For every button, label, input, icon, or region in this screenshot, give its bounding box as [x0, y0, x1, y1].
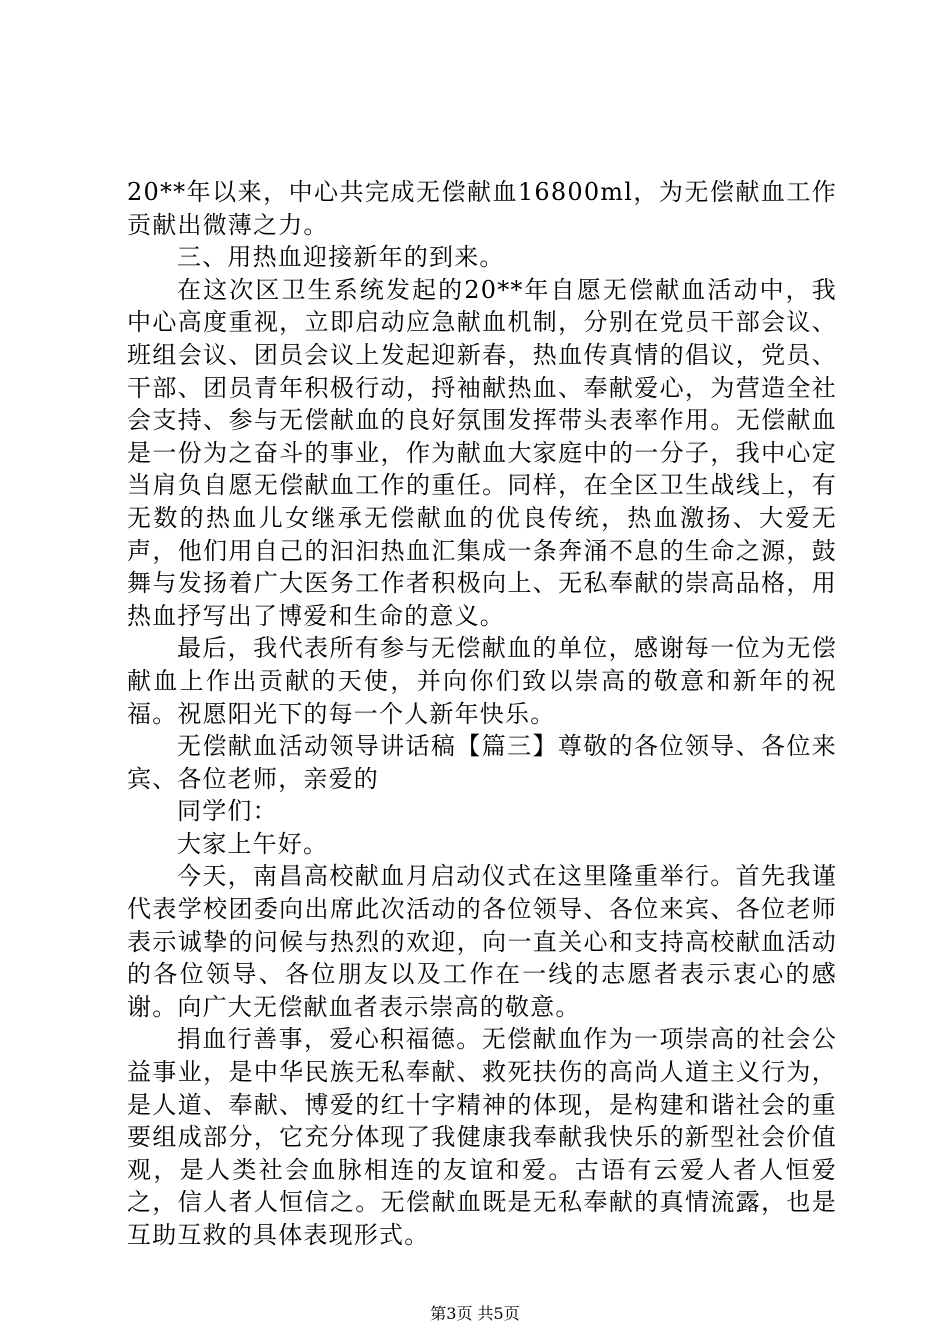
paragraph: 20**年以来，中心共完成无偿献血16800ml，为无偿献血工作贡献出微薄之力。	[127, 178, 837, 239]
paragraph: 最后，我代表所有参与无偿献血的单位，感谢每一位为无偿献血上作出贡献的天使，并向你们致以崇高的敬意和新年的祝福。祝愿阳光下的每一个人新年快乐。	[127, 634, 837, 728]
paragraph: 在这次区卫生系统发起的20**年自愿无偿献血活动中，我中心高度重视，立即启动应急献血机制，分别在党员干部会议、班组会议、团员会议上发起迎新春，热血传真情的倡议，党员、干部、团员青年积极行动，捋袖献热血、奉献爱心，为营造全社会支持、参与无偿献血的良好氛围发挥带头表率作用。无偿献血是一份为之奋斗的事业，作为献血大家庭中的一分子，我中心定当肩负自愿无偿献血工作的重任。同样，在全区卫生战线上，有无数的热血儿女继承无偿献血的优良传统，热血激扬、大爱无声，他们用自己的汩汩热血汇集成一条奔涌不息的生命之源，鼓舞与发扬着广大医务工作者积极向上、无私奉献的崇高品格，用热血抒写出了博爱和生命的意义。	[127, 275, 837, 630]
speech-title: 无偿献血活动领导讲话稿【篇三】尊敬的各位领导、各位来宾、各位老师，亲爱的	[127, 732, 837, 793]
salutation: 同学们：	[177, 797, 278, 826]
section-heading: 三、用热血迎接新年的到来。	[177, 243, 505, 272]
greeting: 大家上午好。	[177, 829, 329, 858]
paragraph: 今天，南昌高校献血月启动仪式在这里隆重举行。首先我谨代表学校团委向出席此次活动的各位领导、各位来宾、各位老师表示诚挚的问候与热烈的欢迎，向一直关心和支持高校献血活动的各位领导、各位朋友以及工作在一线的志愿者表示衷心的感谢。向广大无偿献血者表示崇高的敬意。	[127, 862, 837, 1021]
document-body	[127, 176, 837, 1252]
page-number: 第3页 共5页	[430, 1304, 520, 1323]
paragraph: 捐血行善事，爱心积福德。无偿献血作为一项崇高的社会公益事业，是中华民族无私奉献、救死扶伤的高尚人道主义行为，是人道、奉献、博爱的红十字精神的体现，是构建和谐社会的重要组成部分，它充分体现了我健康我奉献我快乐的新型社会价值观，是人类社会血脉相连的友谊和爱。古语有云爱人者人恒爱之，信人者人恒信之。无偿献血既是无私奉献的真情流露，也是互助互救的具体表现形式。	[127, 1025, 837, 1249]
